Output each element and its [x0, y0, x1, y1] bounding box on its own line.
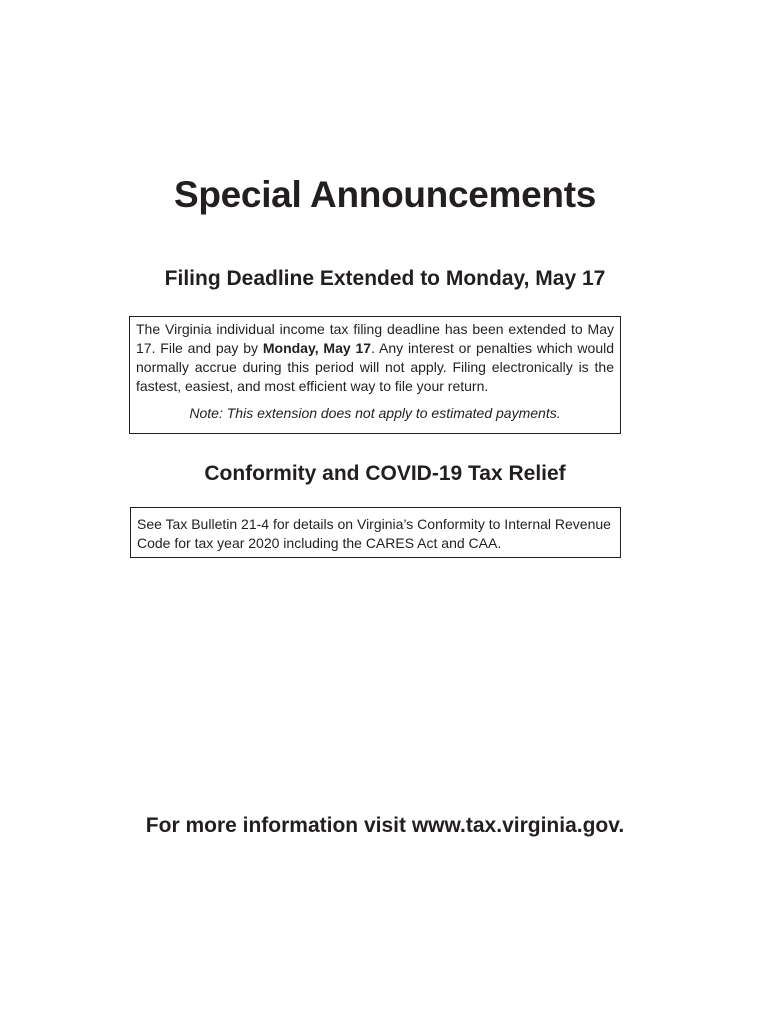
conformity-text: See Tax Bulletin 21-4 for details on Virginia’s Conformity to Internal Revenue Code for tax year 2020 including the CARES Act and CAA. [137, 516, 611, 551]
filing-deadline-heading: Filing Deadline Extended to Monday, May 17 [164, 267, 606, 290]
conformity-box [130, 507, 621, 558]
estimated-payments-note: Note: This extension does not apply to estimated payments. [189, 405, 561, 421]
filing-deadline-text-part2: . Any interest or penalties which would normally accrue during this period will not apply. Filing electronically is the fastest, easiest, and most efficient way to file your return. [136, 340, 615, 394]
more-info-footer: For more information visit www.tax.virginia.gov. [145, 814, 625, 837]
filing-deadline-box [129, 316, 621, 434]
filing-deadline-date-bold: Monday, May 17 [262, 340, 372, 356]
page-title: Special Announcements [173, 174, 597, 215]
filing-deadline-text-part1: The Virginia individual income tax filing deadline has been extended to May 17. File and pay by [136, 321, 614, 356]
filing-deadline-text [136, 320, 614, 396]
conformity-heading: Conformity and COVID-19 Tax Relief [204, 462, 566, 485]
